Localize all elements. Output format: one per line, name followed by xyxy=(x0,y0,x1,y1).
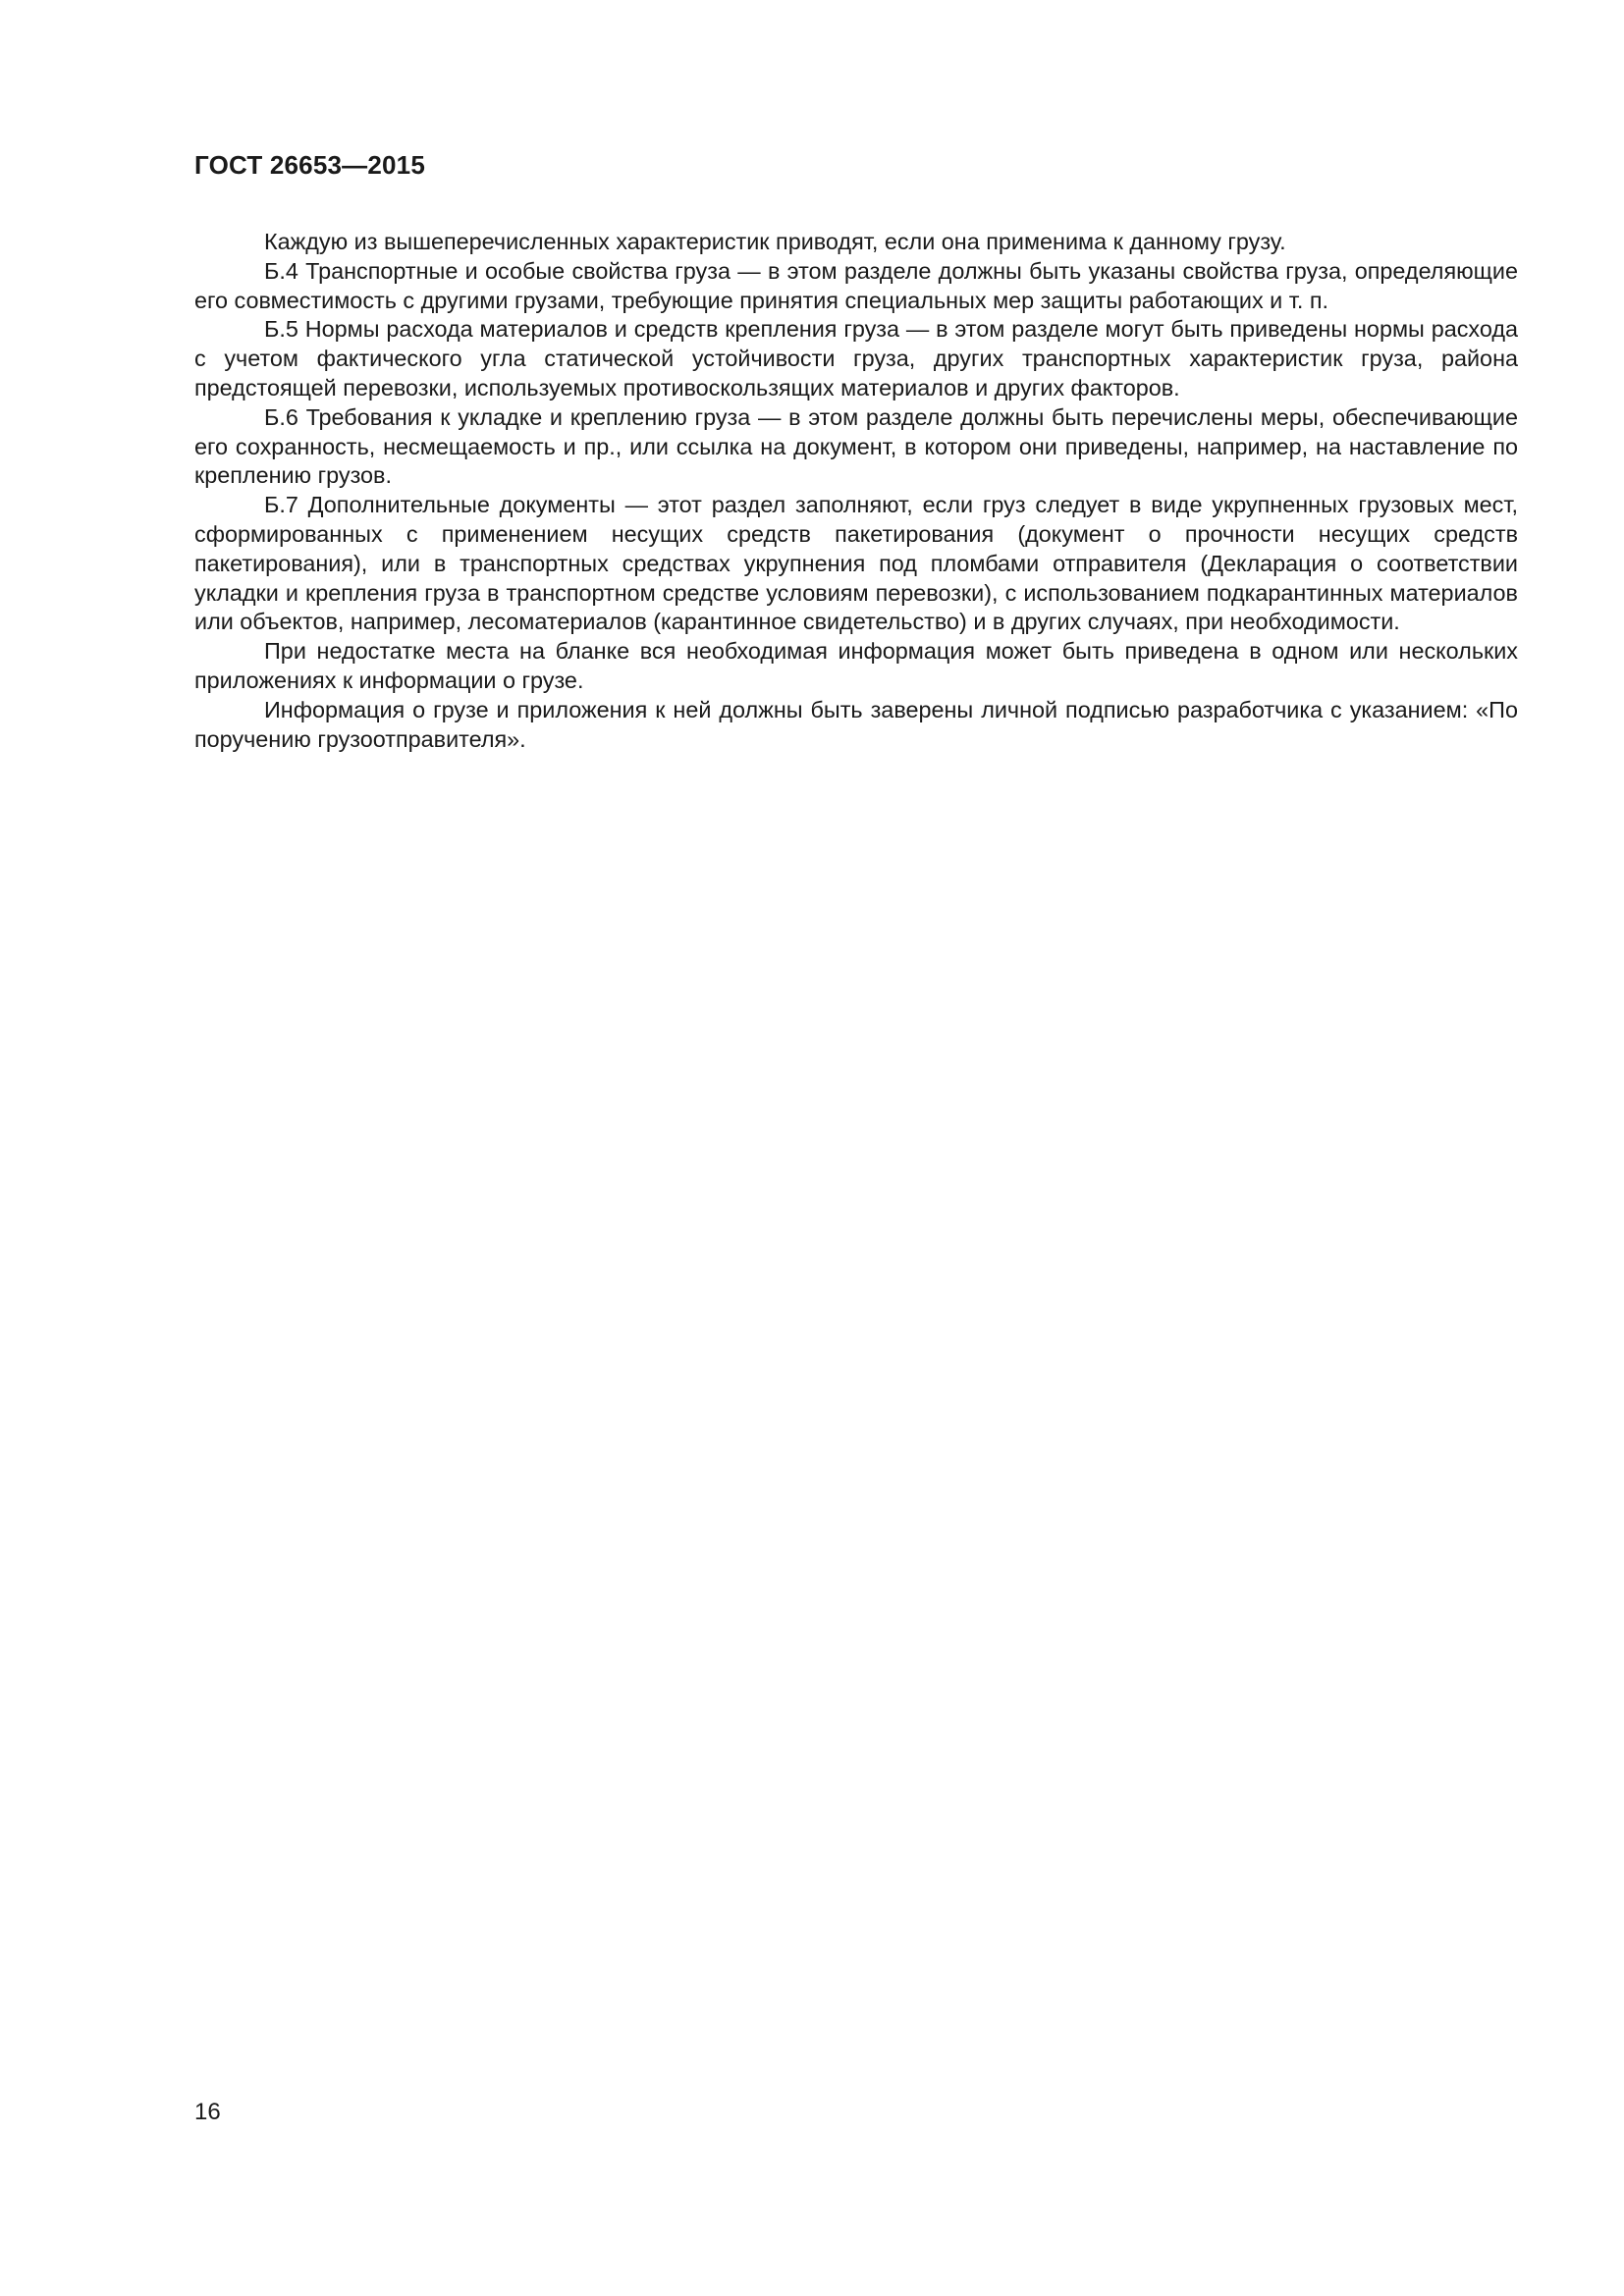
paragraph: При недостатке места на бланке вся необходимая информация может быть приведена в одном или нескольких приложениях к информации о грузе. xyxy=(194,638,1518,693)
paragraph: Каждую из вышеперечисленных характеристик приводят, если она применима к данному грузу. xyxy=(264,229,1286,254)
paragraph-b5: Б.5 Нормы расхода материалов и средств крепления груза — в этом разделе могут быть приведены нормы расхода с учетом фактического угла статической устойчивости груза, других транспортных характеристик груза, района предстоящей перевозки, используемых противоскользящих материалов и других факторов. xyxy=(194,316,1518,400)
paragraph-b7: Б.7 Дополнительные документы — этот раздел заполняют, если груз следует в виде укрупненных грузовых мест, сформированных с применением несущих средств пакетирования (документ о прочности несущих средств пакетирования), или в транспортных средствах укрупнения под пломбами отправителя (Декларация о соответствии укладки и крепления груза в транспортном средстве условиям перевозки), с использованием подкарантинных материалов или объектов, например, лесоматериалов (карантинное свидетельство) и в других случаях, при необходимости. xyxy=(194,492,1518,635)
paragraph: Информация о грузе и приложения к ней должны быть заверены личной подписью разработчика с указанием: «По поручению грузоотправителя». xyxy=(194,696,1518,752)
page-number: 16 xyxy=(194,2099,221,2125)
paragraph-b4: Б.4 Транспортные и особые свойства груза — в этом разделе должны быть указаны свойства груза, определяющие его совместимость с другими грузами, требующие принятия специальных мер защиты работающих и т. п. xyxy=(194,257,1518,313)
document-body xyxy=(194,228,1518,754)
paragraph-b6: Б.6 Требования к укладке и креплению груза — в этом разделе должны быть перечислены меры, обеспечивающие его сохранность, несмещаемость и пр., или ссылка на документ, в котором они приведены, например, на наставление по креплению грузов. xyxy=(194,403,1518,489)
document-header: ГОСТ 26653—2015 xyxy=(194,150,425,180)
